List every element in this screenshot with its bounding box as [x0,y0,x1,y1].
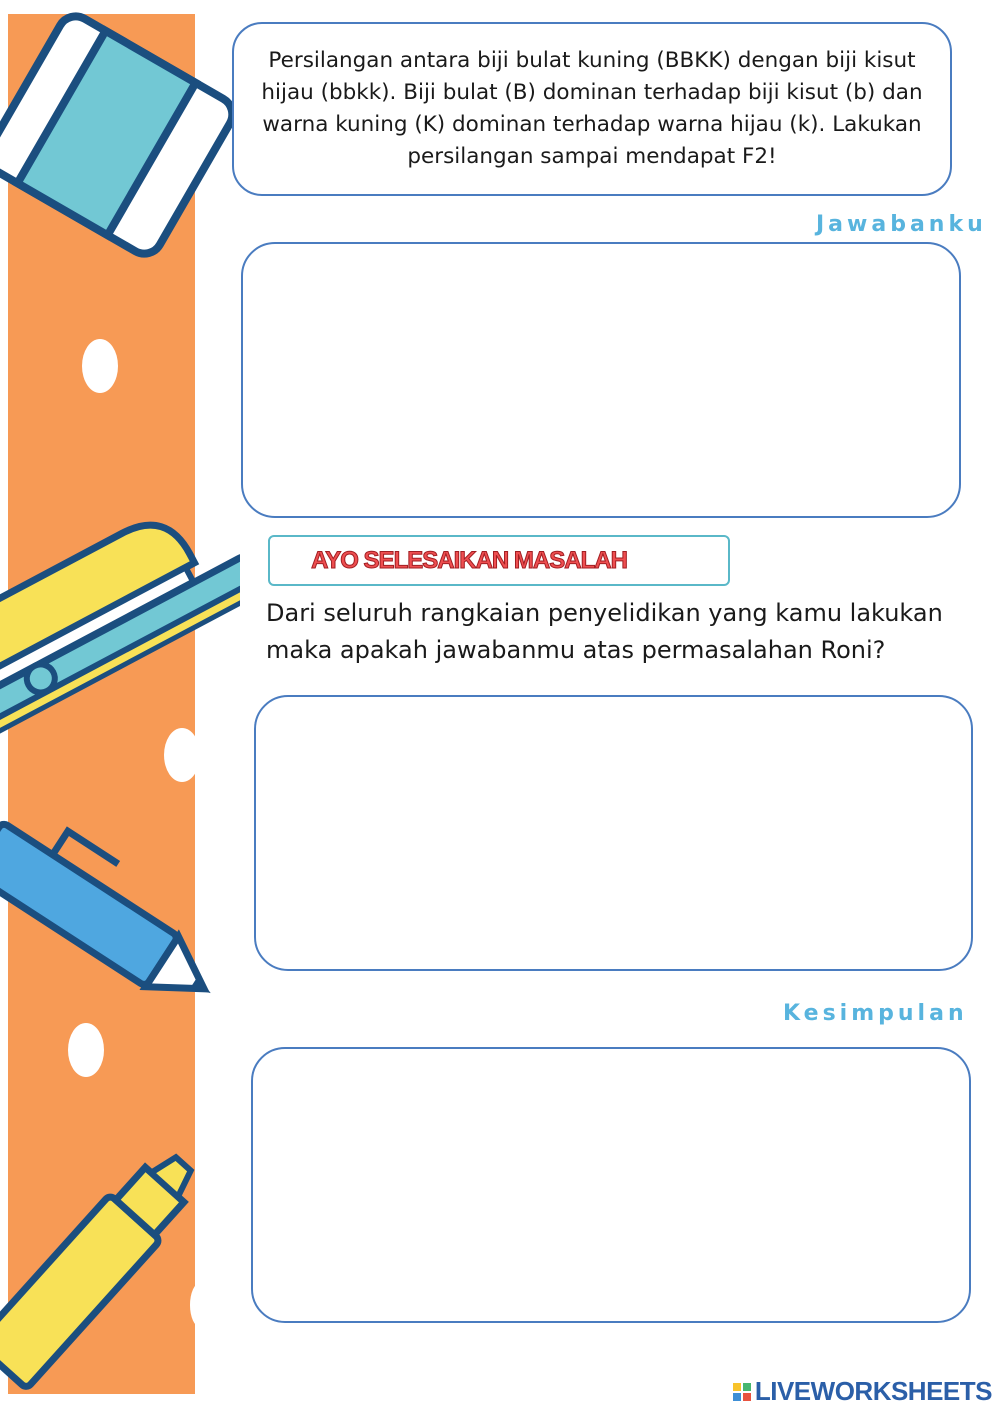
eraser-icon [0,10,239,260]
highlighter-icon [0,1141,209,1389]
question-text: Persilangan antara biji bulat kuning (BBKK) dengan biji kisut hijau (bbkk). Biji bulat (B) dominan terhadap biji kisut (b) dan warna kuning (K) dominan terhadap warna hijau (k). Lakukan persilangan sampai mendapat F2! [261,48,923,169]
stationery-decoration [0,0,240,1413]
answer-label: Jawabanku [816,212,987,237]
stapler-icon [0,483,240,736]
conclusion-textbox[interactable] [251,1047,971,1323]
answer-textbox[interactable] [241,242,961,518]
liveworksheets-logo[interactable] [733,1376,992,1407]
pen-icon [0,799,240,1019]
problem-banner [268,535,730,586]
problem-prompt: Dari seluruh rangkaian penyelidikan yang kamu lakukan maka apakah jawabanmu atas permasalahan Roni? [266,599,943,664]
problem-banner-title: AYO SELESAIKAN MASALAH [311,546,627,574]
problem-answer-textbox[interactable] [254,695,973,971]
conclusion-label: Kesimpulan [783,1001,968,1026]
question-box [232,22,952,196]
liveworksheets-mark-icon [733,1383,751,1401]
liveworksheets-wordmark: LIVEWORKSHEETS [754,1376,992,1406]
